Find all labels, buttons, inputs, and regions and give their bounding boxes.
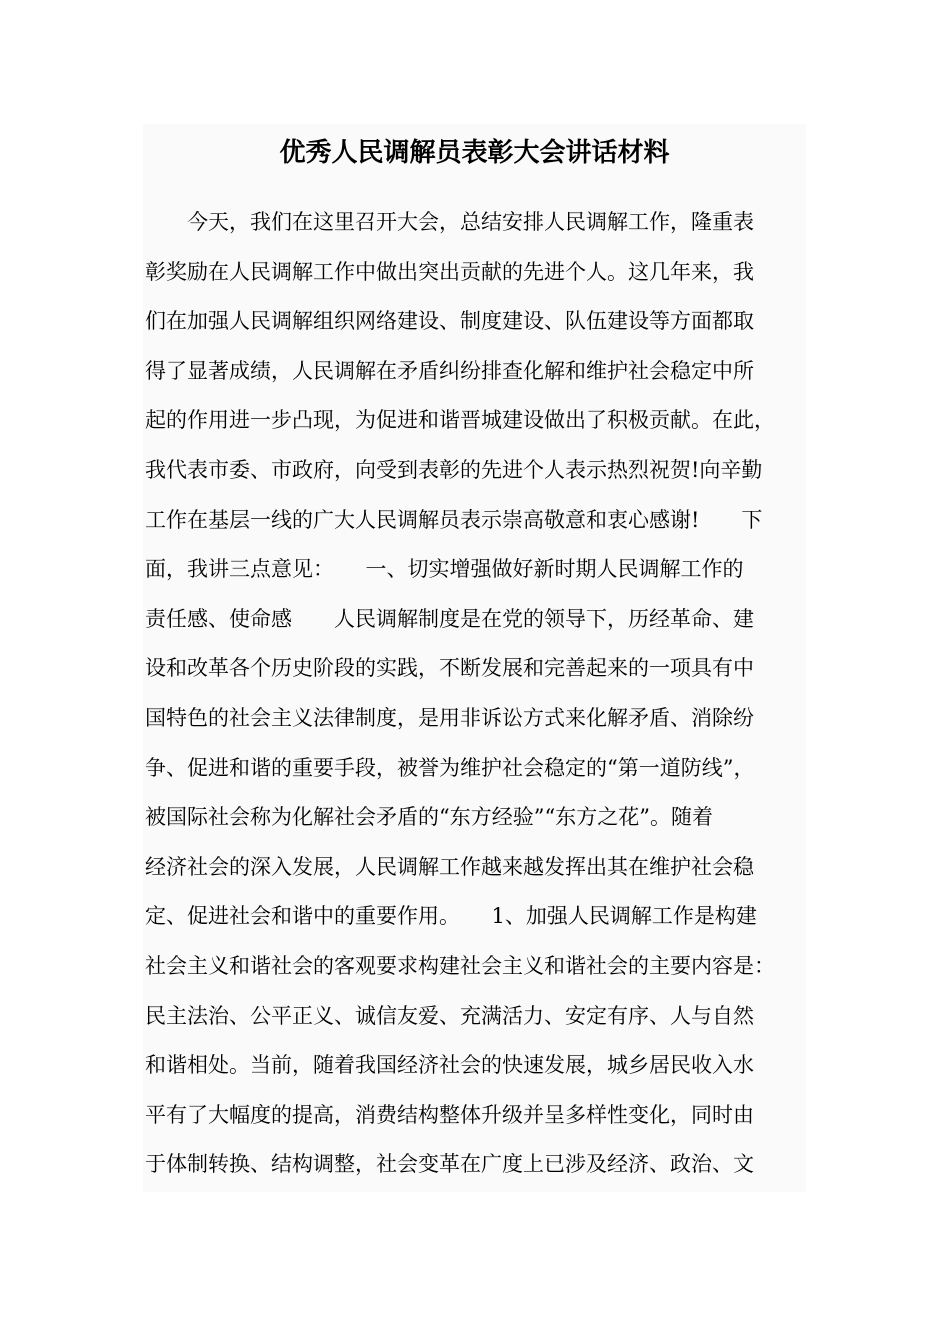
- body-line: 责任感、使命感 人民调解制度是在党的领导下，历经革命、建: [145, 606, 754, 631]
- body-line: 民主法治、公平正义、诚信友爱、充满活力、安定有序、人与自然: [145, 1003, 754, 1028]
- body-line: 被国际社会称为化解社会矛盾的“东方经验”“东方之花”。随着: [145, 805, 713, 830]
- body-line: 今天，我们在这里召开大会，总结安排人民调解工作，隆重表: [145, 210, 754, 234]
- body-line: 国特色的社会主义法律制度，是用非诉讼方式来化解矛盾、消除纷: [145, 705, 754, 730]
- body-line: 社会主义和谐社会的客观要求构建社会主义和谐社会的主要内容是：: [145, 953, 775, 978]
- document-body: [145, 198, 815, 1190]
- body-line: 得了显著成绩，人民调解在矛盾纠纷排查化解和维护社会稳定中所: [145, 358, 754, 383]
- document-title: 优秀人民调解员表彰大会讲话材料: [279, 138, 670, 168]
- body-line: 设和改革各个历史阶段的实践，不断发展和完善起来的一项具有中: [145, 656, 754, 681]
- body-line: 争、促进和谐的重要手段，被誉为维护社会稳定的“第一道防线”，: [145, 755, 755, 780]
- body-line: 面，我讲三点意见： 一、切实增强做好新时期人民调解工作的: [145, 557, 744, 582]
- body-line: 于体制转换、结构调整，社会变革在广度上已涉及经济、政治、文: [145, 1152, 754, 1177]
- body-line: 我代表市委、市政府，向受到表彰的先进个人表示热烈祝贺!向辛勤: [145, 457, 763, 482]
- body-line: 经济社会的深入发展，人民调解工作越来越发挥出其在维护社会稳: [145, 854, 754, 879]
- body-line: 们在加强人民调解组织网络建设、制度建设、队伍建设等方面都取: [145, 309, 754, 334]
- body-line: 彰奖励在人民调解工作中做出突出贡献的先进个人。这几年来，我: [145, 259, 754, 284]
- body-line: 定、促进社会和谐中的重要作用。 1、加强人民调解工作是构建: [145, 904, 757, 929]
- body-line: 和谐相处。当前，随着我国经济社会的快速发展，城乡居民收入水: [145, 1053, 754, 1078]
- body-line: 工作在基层一线的广大人民调解员表示崇高敬意和衷心感谢! 下: [145, 507, 763, 532]
- body-line: 平有了大幅度的提高，消费结构整体升级并呈多样性变化，同时由: [145, 1102, 754, 1127]
- body-line: 起的作用进一步凸现，为促进和谐晋城建设做出了积极贡献。在此，: [145, 408, 775, 433]
